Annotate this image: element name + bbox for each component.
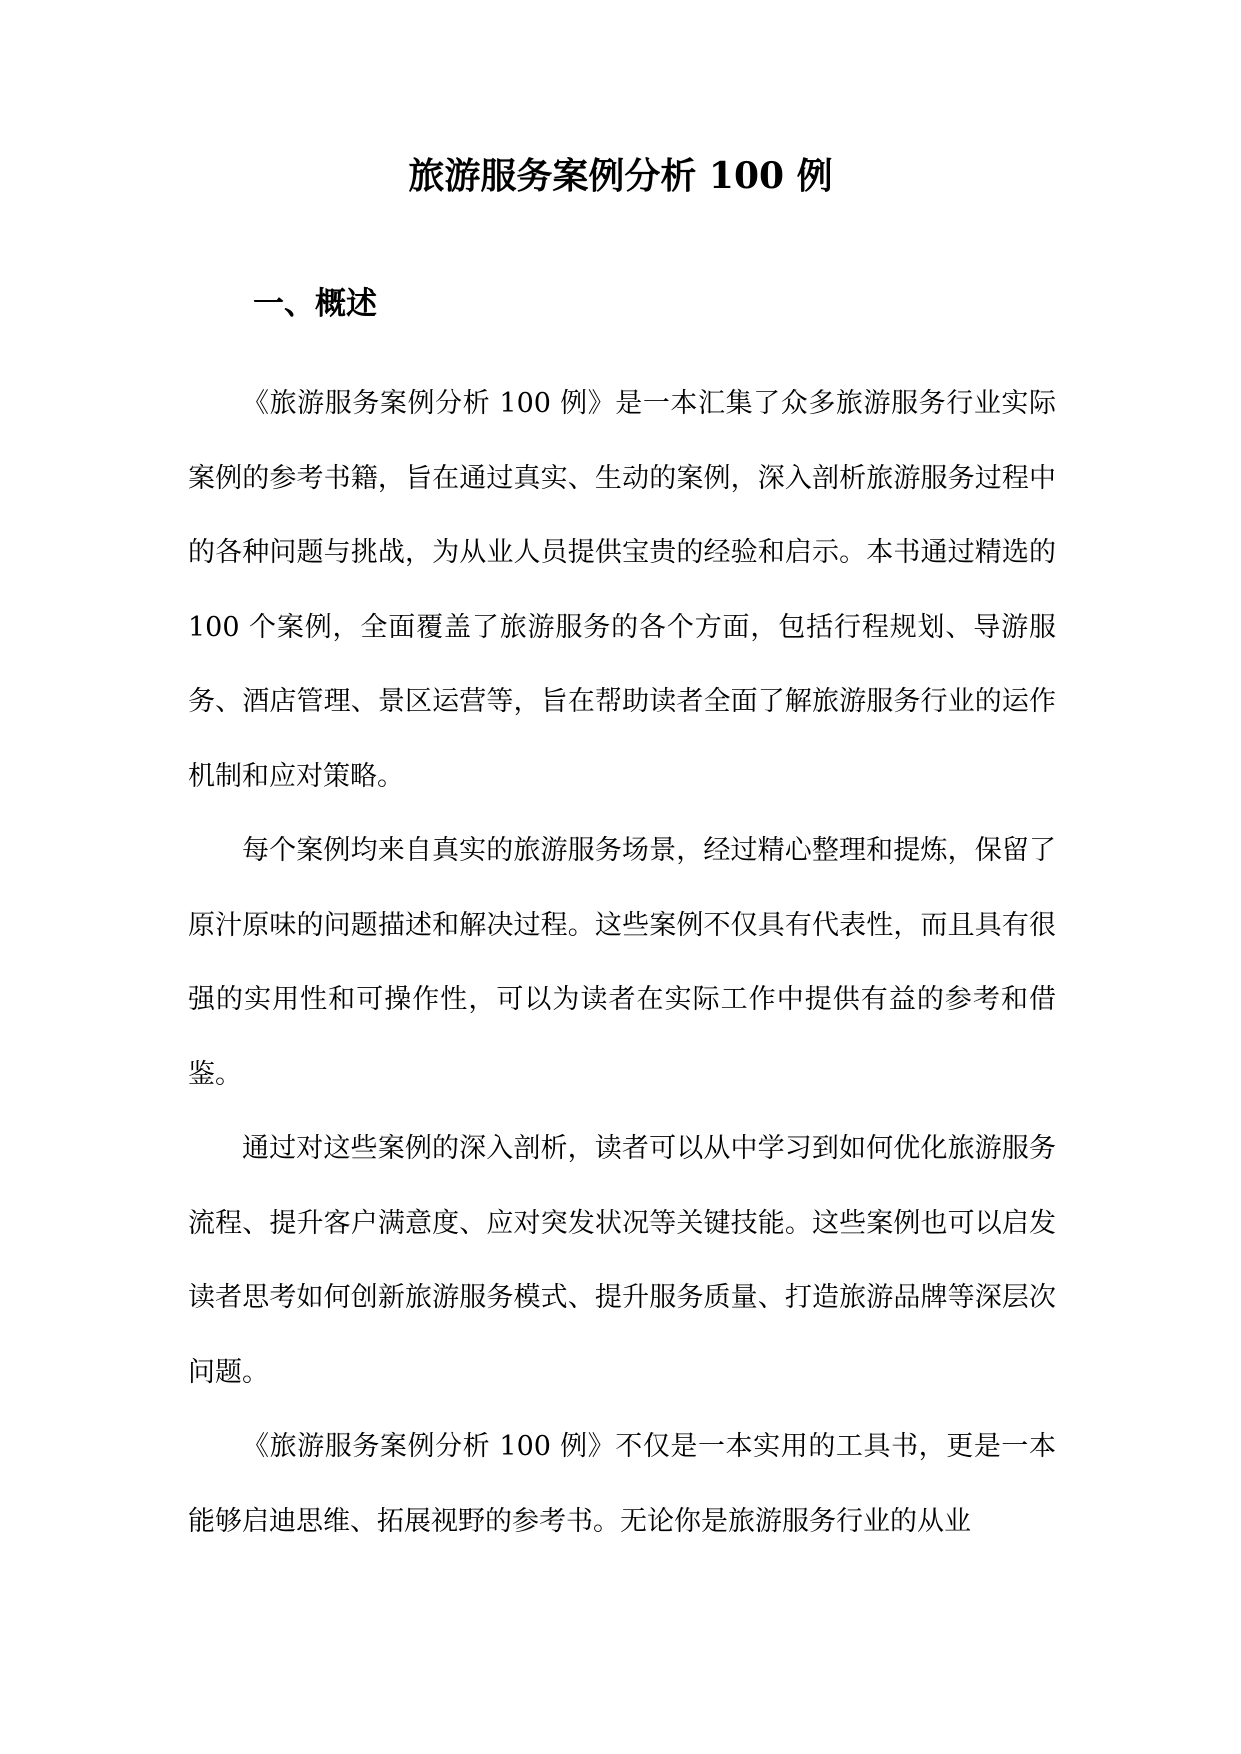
document-body xyxy=(188,367,1056,1559)
paragraph: 每个案例均来自真实的旅游服务场景，经过精心整理和提炼，保留了原汁原味的问题描述和解决过程。这些案例不仅具有代表性，而且具有很强的实用性和可操作性，可以为读者在实际工作中提供有益的参考和借鉴。 xyxy=(188,835,1056,1090)
paragraph: 《旅游服务案例分析 100 例》是一本汇集了众多旅游服务行业实际案例的参考书籍，旨在通过真实、生动的案例，深入剖析旅游服务过程中的各种问题与挑战，为从业人员提供宝贵的经验和启示。本书通过精选的 100 个案例，全面覆盖了旅游服务的各个方面，包括行程规划、导游服务、酒店管理、景区运营等，旨在帮助读者全面了解旅游服务行业的运作机制和应对策略。 xyxy=(188,388,1056,792)
paragraph: 《旅游服务案例分析 100 例》不仅是一本实用的工具书，更是一本能够启迪思维、拓展视野的参考书。无论你是旅游服务行业的从业 xyxy=(188,1431,1056,1537)
paragraph: 通过对这些案例的深入剖析，读者可以从中学习到如何优化旅游服务流程、提升客户满意度、应对突发状况等关键技能。这些案例也可以启发读者思考如何创新旅游服务模式、提升服务质量、打造旅游品牌等深层次问题。 xyxy=(188,1133,1056,1388)
section-heading: 一、概述 xyxy=(253,286,377,322)
document-title: 旅游服务案例分析 100 例 xyxy=(408,155,833,197)
